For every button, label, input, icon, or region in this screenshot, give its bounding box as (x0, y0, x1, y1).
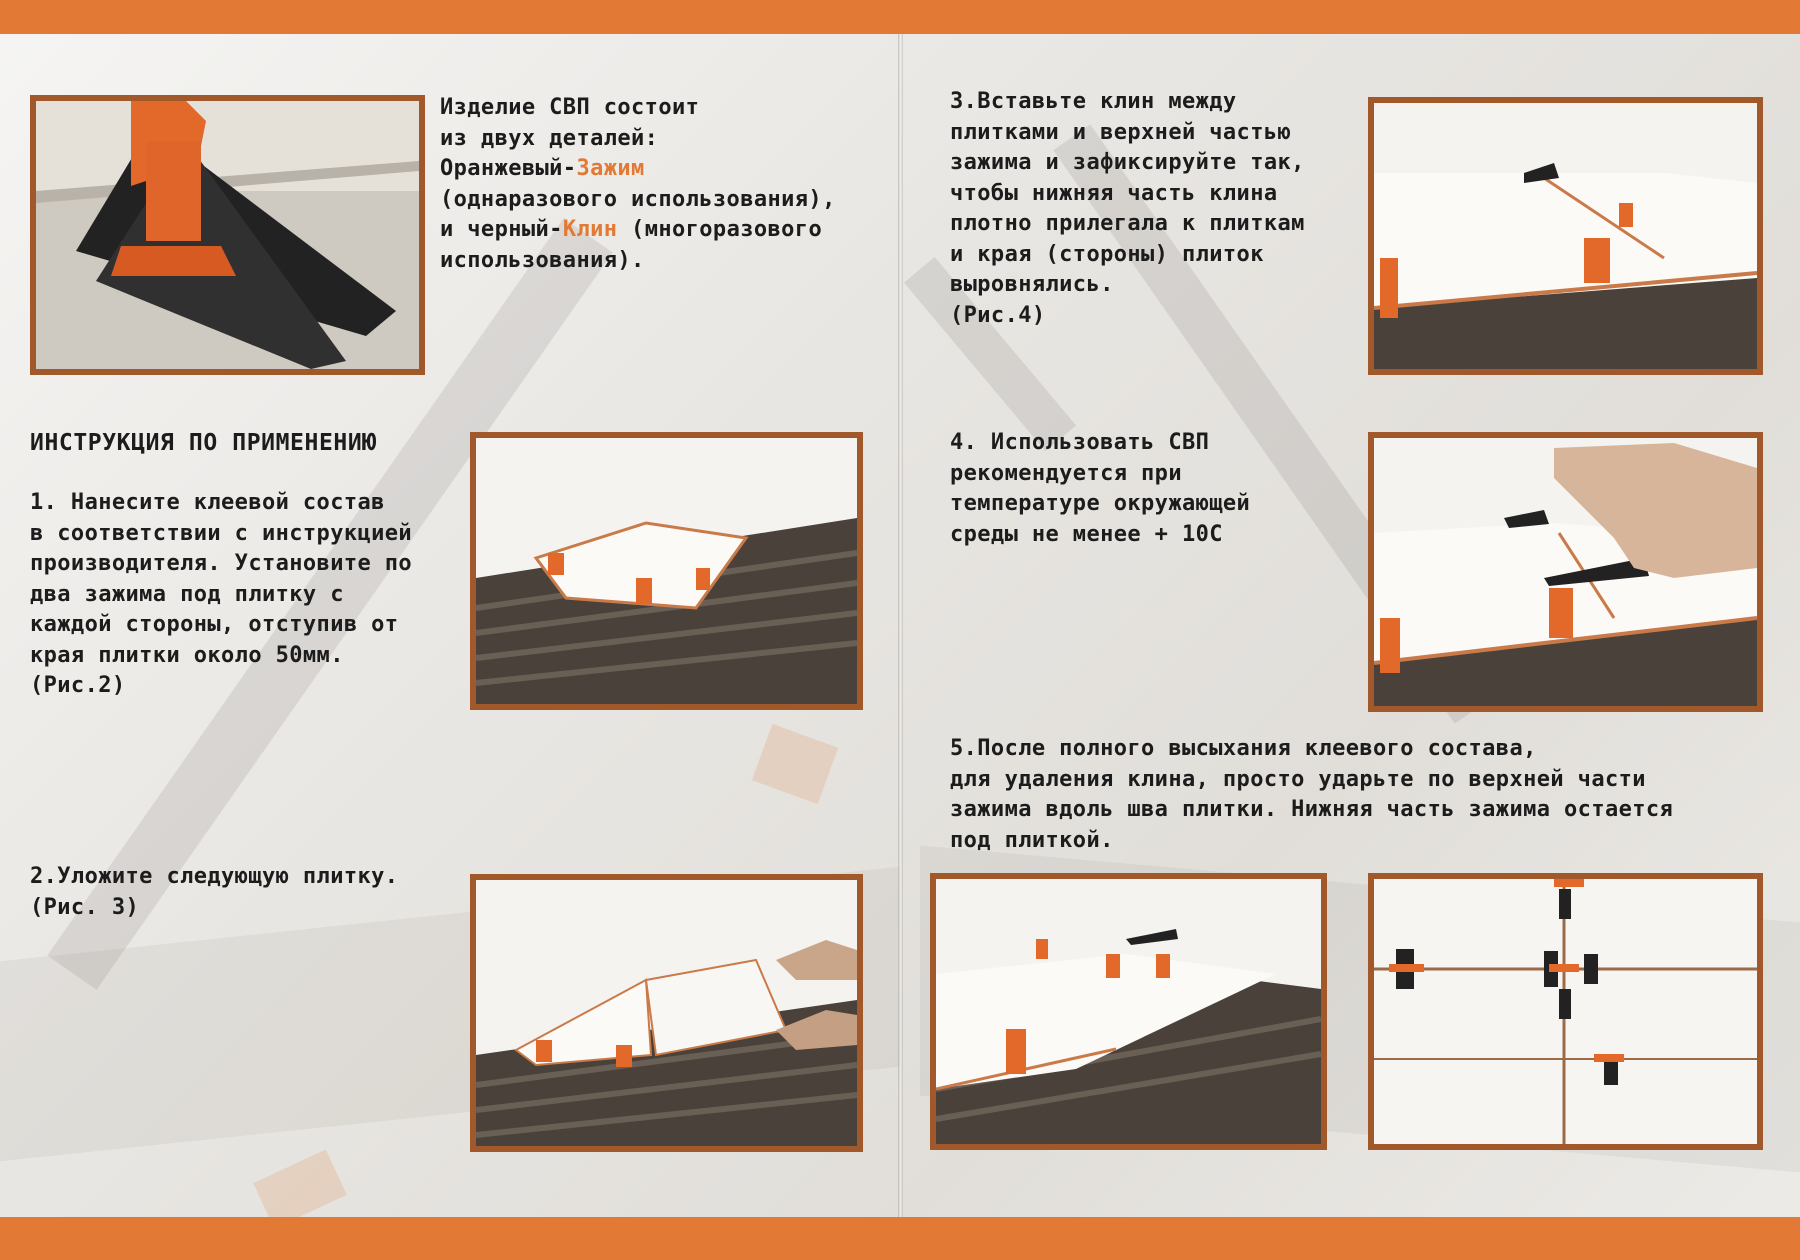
step-1-text: 1. Нанесите клеевой состав в соответствии с инструкцией производителя. Установите по два зажима под плитку с каждой стороны, отступив от края плитки около 50мм. (Рис.2) (30, 490, 413, 698)
step-2-text: 2.Уложите следующую плитку. (Рис. 3) (30, 864, 399, 920)
photo-step5a (930, 873, 1327, 1150)
hand-wedge-photo-icon (1374, 438, 1757, 706)
clip-wedge-photo-icon (36, 101, 419, 369)
step-5-text: 5.После полного высыхания клеевого состава, для удаления клина, просто ударьте по верхней части зажима вдоль шва плитки. Нижняя часть зажима остается под плиткой. (950, 736, 1674, 853)
wedge-label: Клин (562, 217, 618, 242)
photo-product (30, 95, 425, 375)
instructions-heading: ИНСТРУКЦИЯ ПО ПРИМЕНЕНИЮ (30, 430, 377, 456)
intro-text: Изделие СВП состоит из двух деталей: Оранжевый-Зажим (однаразового использования), и черный-Клин (многоразового использования). (440, 95, 836, 273)
photo-step5b (1368, 873, 1763, 1150)
floor-clips-photo-icon (936, 879, 1321, 1144)
photo-step3 (1368, 97, 1763, 375)
tile-clips-photo-icon (476, 438, 857, 704)
tile-grid-photo-icon (1374, 879, 1757, 1144)
photo-step1 (470, 432, 863, 710)
bottom-orange-band (0, 1217, 1800, 1260)
wedge-insert-photo-icon (1374, 103, 1757, 369)
clamp-label: Зажим (576, 156, 645, 181)
step-4-text: 4. Использовать СВП рекомендуется при температуре окружающей среды не менее + 10С (950, 430, 1251, 547)
step-3-text: 3.Вставьте клин между плитками и верхней частью зажима и зафиксируйте так, чтобы нижняя часть клина плотно прилегала к плиткам и края (стороны) плиток выровнялись. (Рис.4) (950, 89, 1305, 328)
photo-step2 (470, 874, 863, 1152)
top-orange-band (0, 0, 1800, 34)
tile-placement-photo-icon (476, 880, 857, 1146)
photo-step4 (1368, 432, 1763, 712)
page-fold (898, 34, 903, 1217)
